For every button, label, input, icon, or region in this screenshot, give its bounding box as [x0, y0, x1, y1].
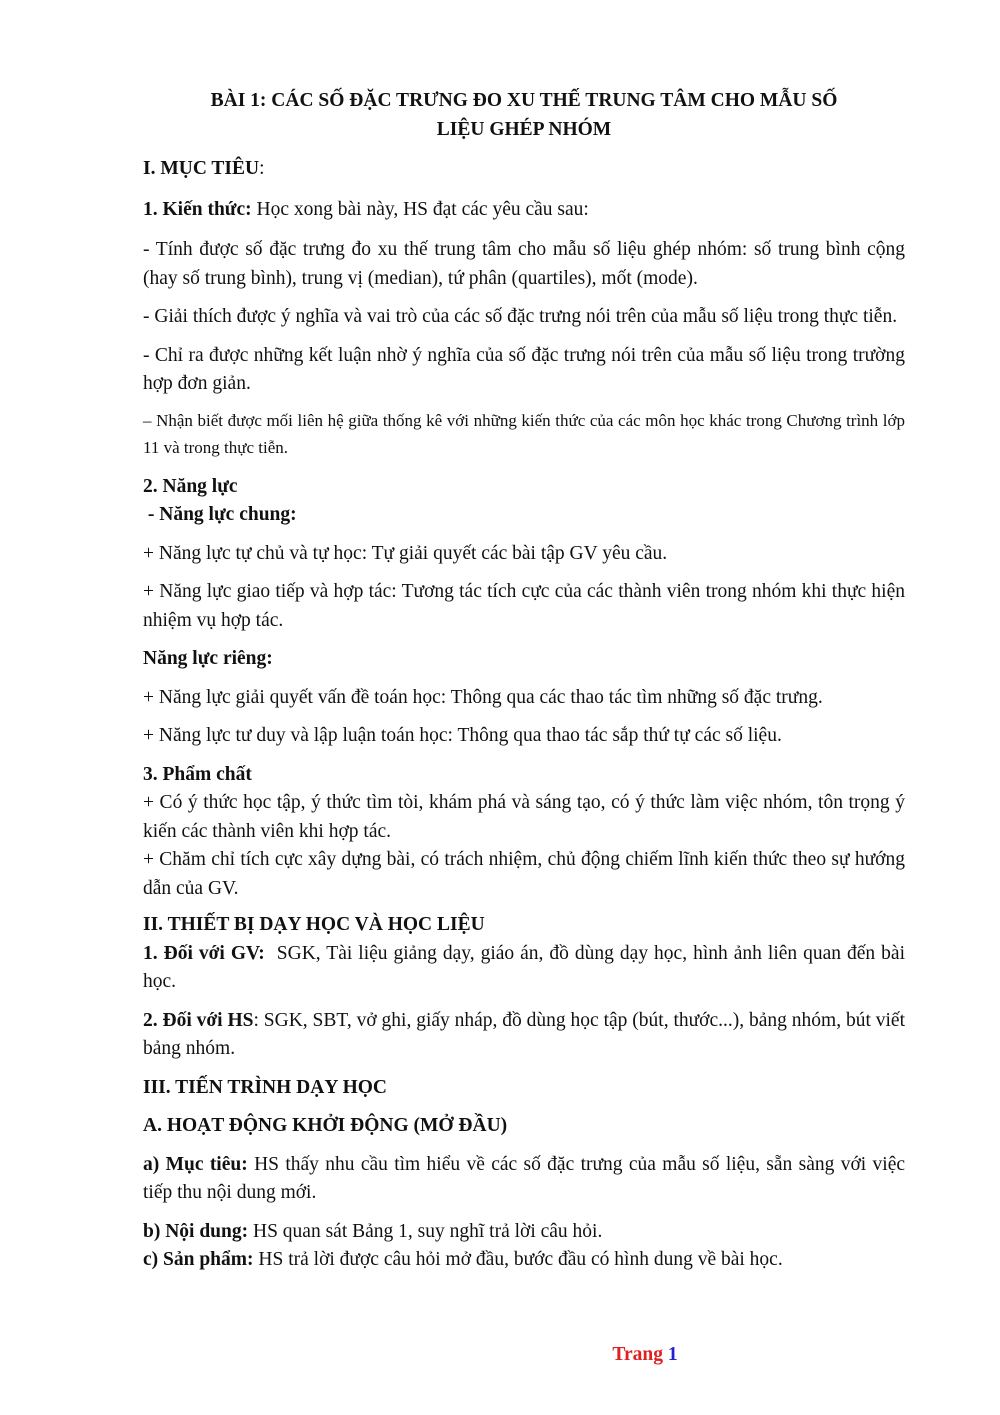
title-line-2: LIỆU GHÉP NHÓM — [436, 119, 612, 140]
knowledge-item-1: - Tính được số đặc trưng đo xu thế trung tâm cho mẫu số liệu ghép nhóm: số trung bình cộng (hay số trung bình), trung vị (median), tứ phân (quartiles), mốt (mode). — [143, 239, 905, 289]
specific-competence-item-1: + Năng lực giải quyết vấn đề toán học: Thông qua các thao tác tìm những số đặc trưng. — [143, 686, 823, 708]
quality-heading: 3. Phẩm chất — [143, 763, 252, 785]
content-label: b) Nội dung: — [143, 1220, 249, 1242]
goal-text: HS thấy nhu cầu tìm hiểu về các số đặc trưng của mẫu số liệu, sẵn sàng với việc tiếp thu nội dung mới. — [143, 1153, 905, 1203]
student-label: 2. Đối với HS — [143, 1009, 254, 1031]
footer-page-number: 1 — [667, 1344, 678, 1365]
knowledge-label: 1. Kiến thức: — [143, 198, 252, 220]
teacher-equipment — [143, 940, 910, 997]
knowledge-item-4: – Nhận biết được mối liên hệ giữa thống kê với những kiến thức của các môn học khác trong Chương trình lớp 11 và trong thực tiễn. — [143, 410, 905, 457]
lesson-title — [143, 86, 905, 144]
competence-heading: 2. Năng lực — [143, 475, 238, 497]
goal-paragraph — [143, 1151, 905, 1208]
content-text: HS quan sát Bảng 1, suy nghĩ trả lời câu hỏi. — [248, 1220, 603, 1242]
general-competence-item-1: + Năng lực tự chủ và tự học: Tự giải quyết các bài tập GV yêu cầu. — [143, 542, 668, 564]
knowledge-item-2: - Giải thích được ý nghĩa và vai trò của các số đặc trưng nói trên của mẫu số liệu trong thực tiễn. — [143, 306, 898, 327]
knowledge-intro: Học xong bài này, HS đạt các yêu cầu sau: — [251, 198, 589, 220]
quality-item-1: + Có ý thức học tập, ý thức tìm tòi, khám phá và sáng tạo, có ý thức làm việc nhóm, tôn trọng ý kiến các thành viên khi hợp tác. — [143, 792, 905, 842]
section-1-heading-text: I. MỤC TIÊU — [143, 158, 260, 179]
section-3-heading: III. TIẾN TRÌNH DẠY HỌC — [143, 1076, 387, 1098]
teacher-label: 1. Đối với GV: — [143, 942, 265, 964]
specific-competence-item-2: + Năng lực tư duy và lập luận toán học: Thông qua thao tác sắp thứ tự các số liệu. — [143, 725, 782, 746]
teacher-text: SGK, Tài liệu giảng dạy, giáo án, đồ dùng dạy học, hình ảnh liên quan đến bài học. — [143, 942, 910, 992]
section-1-heading-suffix: : — [259, 158, 265, 179]
quality-item-2: + Chăm chỉ tích cực xây dựng bài, có trách nhiệm, chủ động chiếm lĩnh kiến thức theo sự hướng dẫn của GV. — [143, 849, 905, 899]
activity-heading: A. HOẠT ĐỘNG KHỞI ĐỘNG (MỞ ĐẦU) — [143, 1115, 508, 1136]
student-text: : SGK, SBT, vở ghi, giấy nháp, đồ dùng học tập (bút, thước...), bảng nhóm, bút viết bảng nhóm. — [143, 1009, 906, 1059]
document-page — [143, 86, 910, 1275]
general-competence-item-2: + Năng lực giao tiếp và hợp tác: Tương tác tích cực của các thành viên trong nhóm khi thực hiện nhiệm vụ hợp tác. — [143, 581, 905, 631]
goal-label: a) Mục tiêu: — [143, 1153, 248, 1175]
knowledge-paragraph — [143, 196, 905, 225]
product-label: c) Sản phẩm: — [143, 1249, 254, 1270]
section-2-heading: II. THIẾT BỊ DẠY HỌC VÀ HỌC LIỆU — [143, 914, 485, 935]
product-text: HS trả lời được câu hỏi mở đầu, bước đầu có hình dung về bài học. — [253, 1249, 783, 1270]
page-footer — [0, 1344, 1000, 1366]
knowledge-item-3: - Chỉ ra được những kết luận nhờ ý nghĩa của số đặc trưng nói trên của mẫu số liệu trong trường hợp đơn giản. — [143, 344, 905, 394]
specific-competence-heading: Năng lực riêng: — [143, 648, 273, 669]
title-line-1: BÀI 1: CÁC SỐ ĐẶC TRƯNG ĐO XU THẾ TRUNG TÂM CHO MẪU SỐ — [210, 90, 838, 111]
product-paragraph — [143, 1246, 905, 1275]
content-paragraph — [143, 1218, 905, 1247]
student-equipment — [143, 1007, 905, 1064]
footer-label: Trang — [612, 1344, 663, 1365]
section-1-heading — [143, 155, 905, 184]
general-competence-heading: - Năng lực chung: — [143, 504, 297, 525]
